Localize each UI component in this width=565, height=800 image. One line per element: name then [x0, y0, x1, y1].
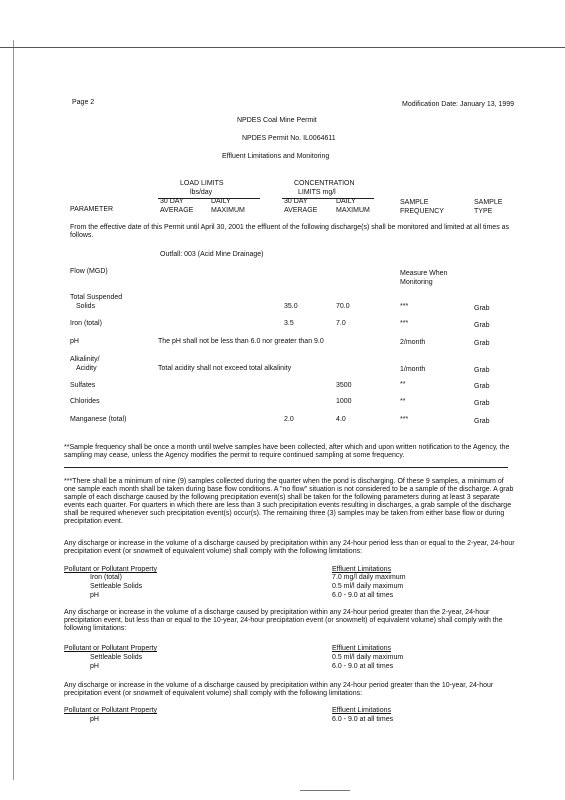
row-manganese: Manganese (total)	[70, 416, 127, 423]
sulfates-freq: **	[400, 381, 406, 388]
chlorides-freq: **	[400, 398, 406, 405]
block1-limit: 6.0 - 9.0 at all times	[332, 592, 394, 599]
section-title: Effluent Limitations and Monitoring	[222, 153, 330, 160]
intro-text: From the effective date of this Permit until April 30, 2001 the effluent of the following discharge(s) shall be monitored and limited at all times as follows.	[70, 224, 510, 239]
row-ph: pH	[70, 338, 79, 345]
col-frequency-2: FREQUENCY	[400, 208, 444, 215]
flow-frequency-2: Monitoring	[400, 279, 433, 286]
chlorides-max: 1000	[336, 398, 352, 405]
block1-head-right: Effluent Limitations	[332, 566, 392, 573]
document-title: NPDES Coal Mine Permit	[237, 117, 317, 124]
row-alkalinity-2: Acidity	[76, 365, 97, 372]
row-chlorides: Chlorides	[70, 398, 100, 405]
col-type-2: TYPE	[474, 208, 493, 215]
conc-limits-heading: CONCENTRATION	[294, 180, 355, 187]
col-parameter: PARAMETER	[70, 206, 114, 213]
paragraph-10year: Any discharge or increase in the volume of a discharge caused by precipitation within any 24-hour period greater than the 2-year, 24-hour precipitation event, but less than or equal to the 10-year, 24-hour precipitation event (or snowmelt) of equivalent volume) shall comply with the following limitations:	[64, 609, 503, 632]
modification-date: Modification Date: January 13, 1999	[402, 101, 515, 108]
col-conc-30day-2: AVERAGE	[284, 207, 318, 214]
mn-freq: ***	[400, 416, 409, 423]
footnote-triple-star: ***There shall be a minimum of nine (9) samples collected during the quarter when the pond is discharging. Of these 9 samples, a minimum of one sample each month shall be taken during base flow conditions. A "no flow" situation is not considered to be a sample of the discharge. A grab sample of each discharge caused by the following precipitation event(s) shall be taken for the following parameters during at least 3 separate events each quarter. For quarters in which there are less than 3 such precipitation events resulting in discharges, a grab sample of the discharge shall be required whenever such precipitation event(s) occur(s). The remaining three (3) samples may be taken from either base flow or during precipitation event.	[64, 478, 514, 525]
ph-note: The pH shall not be less than 6.0 nor greater than 9.0	[158, 338, 324, 345]
block3-item: pH	[90, 716, 99, 723]
tss-freq: ***	[400, 303, 409, 310]
block1-limit: 7.0 mg/l daily maximum	[332, 574, 406, 581]
iron-max: 7.0	[336, 320, 346, 327]
footnote-double-star: **Sample frequency shall be once a month until twelve samples have been collected, after which and upon written notification to the Agency, the sampling may cease, unless the Agency modifies the permit to require continued sampling at some frequency.	[64, 444, 510, 459]
ph-type: Grab	[474, 340, 490, 347]
scan-edge-top	[0, 47, 565, 48]
scan-edge-left	[13, 40, 14, 780]
tss-max: 70.0	[336, 303, 350, 310]
page-number: Page 2	[72, 99, 95, 106]
block3-head-left: Pollutant or Pollutant Property	[64, 707, 157, 714]
paragraph-over-10year: Any discharge or increase in the volume of a discharge caused by precipitation within any 24-hour period greater than the 10-year, 24-hour precipitation event (or snowmelt of equivalent volume) shall comply with the following limitations:	[64, 682, 494, 697]
alk-type: Grab	[474, 367, 490, 374]
iron-freq: ***	[400, 320, 409, 327]
col-load-30day: 30 DAY	[160, 198, 184, 205]
col-load-30day-2: AVERAGE	[160, 207, 194, 214]
col-frequency: SAMPLE	[400, 199, 429, 206]
conc-units: LIMITS mg/l	[298, 189, 336, 196]
row-iron: Iron (total)	[70, 320, 102, 327]
col-conc-daily-2: MAXIMUM	[336, 207, 370, 214]
block2-item: Settleable Solids	[90, 654, 143, 661]
block1-head-left: Pollutant or Pollutant Property	[64, 566, 157, 573]
block2-head-left: Pollutant or Pollutant Property	[64, 645, 157, 652]
block2-limit: 6.0 - 9.0 at all times	[332, 663, 394, 670]
block1-item: Settleable Solids	[90, 583, 143, 590]
mn-max: 4.0	[336, 416, 346, 423]
row-tss: Total Suspended	[70, 294, 123, 301]
block1-limit: 0.5 ml/l daily maximum	[332, 583, 404, 590]
col-conc-daily: DAILY	[336, 198, 356, 205]
load-units: lbs/day	[190, 189, 213, 196]
row-alkalinity: Alkalinity/	[70, 356, 100, 363]
col-load-daily-2: MAXIMUM	[211, 207, 245, 214]
tss-type: Grab	[474, 305, 490, 312]
alk-note: Total acidity shall not exceed total alkalinity	[158, 365, 292, 372]
scan-artifact	[300, 790, 350, 791]
block1-item: pH	[90, 592, 99, 599]
mn-type: Grab	[474, 418, 490, 425]
paragraph-2year: Any discharge or increase in the volume of a discharge caused by precipitation within any 24-hour period less than or equal to the 2-year, 24-hour precipitation event (or snowmelt of equivalent volume) shall comply with the following limitations:	[64, 540, 515, 555]
block2-head-right: Effluent Limitations	[332, 645, 392, 652]
sulfates-max: 3500	[336, 382, 352, 389]
footnote-rule	[64, 467, 508, 468]
block2-limit: 0.5 ml/l daily maximum	[332, 654, 404, 661]
iron-type: Grab	[474, 322, 490, 329]
ph-freq: 2/month	[400, 339, 426, 346]
block1-item: Iron (total)	[90, 574, 122, 581]
flow-frequency: Measure When	[400, 270, 448, 277]
tss-avg: 35.0	[284, 303, 298, 310]
block2-item: pH	[90, 663, 99, 670]
alk-freq: 1/month	[400, 366, 426, 373]
permit-number: NPDES Permit No. IL0064611	[242, 135, 336, 142]
col-type: SAMPLE	[474, 199, 503, 206]
col-conc-30day: 30 DAY	[284, 198, 308, 205]
block3-limit: 6.0 - 9.0 at all times	[332, 716, 394, 723]
outfall-label: Outfall: 003 (Acid Mine Drainage)	[160, 251, 264, 258]
row-flow: Flow (MGD)	[70, 268, 108, 275]
iron-avg: 3.5	[284, 320, 294, 327]
sulfates-type: Grab	[474, 383, 490, 390]
mn-avg: 2.0	[284, 416, 294, 423]
chlorides-type: Grab	[474, 400, 490, 407]
load-limits-heading: LOAD LIMITS	[180, 180, 224, 187]
col-load-daily: DAILY	[211, 198, 231, 205]
row-tss-2: Solids	[76, 303, 96, 310]
block3-head-right: Effluent Limitations	[332, 707, 392, 714]
row-sulfates: Sulfates	[70, 382, 96, 389]
